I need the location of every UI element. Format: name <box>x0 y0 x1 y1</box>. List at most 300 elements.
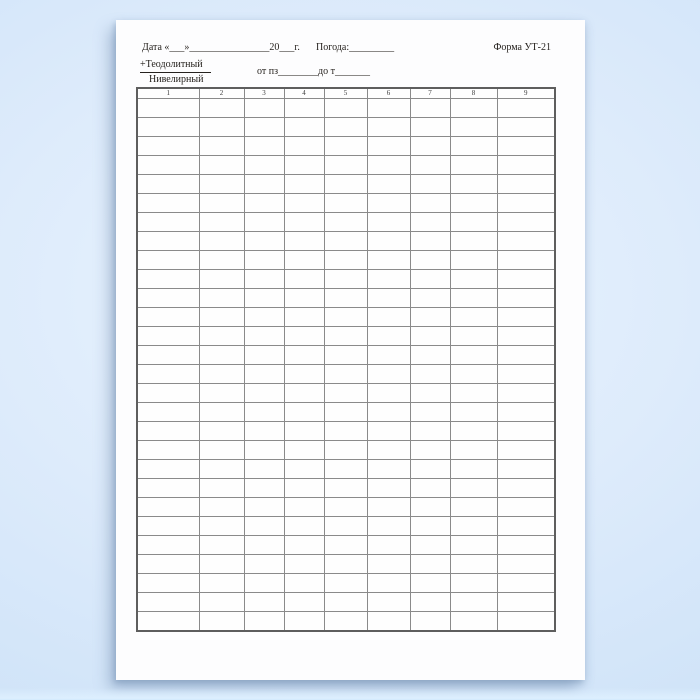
table-cell <box>410 156 450 175</box>
table-cell <box>244 384 284 403</box>
table-cell <box>367 384 410 403</box>
table-cell <box>324 175 367 194</box>
table-cell <box>324 574 367 593</box>
table-cell <box>324 536 367 555</box>
table-cell <box>137 536 199 555</box>
table-row <box>137 289 555 308</box>
table-cell <box>367 289 410 308</box>
table-cell <box>324 517 367 536</box>
table-cell <box>284 327 324 346</box>
table-cell <box>284 194 324 213</box>
table-cell <box>324 593 367 612</box>
table-cell <box>410 460 450 479</box>
table-cell <box>410 289 450 308</box>
table-row <box>137 403 555 422</box>
table-row <box>137 156 555 175</box>
table-cell <box>244 251 284 270</box>
table-cell <box>497 346 555 365</box>
table-cell <box>244 99 284 118</box>
table-cell <box>497 498 555 517</box>
table-cell <box>137 289 199 308</box>
table-cell <box>137 118 199 137</box>
table-cell <box>450 232 497 251</box>
table-cell <box>199 536 244 555</box>
table-cell <box>497 460 555 479</box>
table-cell <box>199 327 244 346</box>
traverse-range-blank-line: от пз________до т_______ <box>257 66 370 77</box>
table-cell <box>137 441 199 460</box>
table-cell <box>244 308 284 327</box>
table-cell <box>324 251 367 270</box>
table-cell <box>199 213 244 232</box>
table-cell <box>410 555 450 574</box>
table-cell <box>367 460 410 479</box>
table-cell <box>367 251 410 270</box>
table-cell <box>410 612 450 631</box>
form-code-label: Форма УТ-21 <box>493 42 551 53</box>
table-cell <box>367 536 410 555</box>
table-cell <box>137 327 199 346</box>
journal-type-level-label: Нивелирный <box>149 74 204 85</box>
table-cell <box>497 479 555 498</box>
table-cell <box>410 479 450 498</box>
column-header: 9 <box>497 88 555 99</box>
table-cell <box>284 270 324 289</box>
table-cell <box>284 308 324 327</box>
table-cell <box>450 213 497 232</box>
table-cell <box>497 441 555 460</box>
table-cell <box>497 422 555 441</box>
table-cell <box>367 441 410 460</box>
table-cell <box>284 213 324 232</box>
table-cell <box>497 365 555 384</box>
table-cell <box>137 346 199 365</box>
table-cell <box>284 137 324 156</box>
table-row <box>137 175 555 194</box>
table-cell <box>199 555 244 574</box>
column-header: 7 <box>410 88 450 99</box>
table-cell <box>410 498 450 517</box>
table-cell <box>324 403 367 422</box>
table-cell <box>284 536 324 555</box>
table-cell <box>324 194 367 213</box>
journal-type-theodolite-label: +Теодолитный <box>140 59 211 73</box>
table-cell <box>497 536 555 555</box>
table-cell <box>137 232 199 251</box>
table-cell <box>244 479 284 498</box>
table-cell <box>450 156 497 175</box>
table-cell <box>324 365 367 384</box>
table-cell <box>284 479 324 498</box>
table-cell <box>410 251 450 270</box>
table-cell <box>199 365 244 384</box>
table-cell <box>324 232 367 251</box>
table-cell <box>450 270 497 289</box>
table-cell <box>450 593 497 612</box>
table-cell <box>284 156 324 175</box>
table-cell <box>324 555 367 574</box>
table-cell <box>450 99 497 118</box>
table-row <box>137 536 555 555</box>
table-cell <box>244 137 284 156</box>
table-row <box>137 327 555 346</box>
table-row <box>137 441 555 460</box>
table-cell <box>244 175 284 194</box>
column-header: 5 <box>324 88 367 99</box>
table-cell <box>324 479 367 498</box>
table-cell <box>284 403 324 422</box>
table-cell <box>199 441 244 460</box>
table-cell <box>367 498 410 517</box>
table-cell <box>497 574 555 593</box>
table-cell <box>324 498 367 517</box>
table-cell <box>199 384 244 403</box>
table-cell <box>137 479 199 498</box>
form-sheet <box>116 20 585 680</box>
table-cell <box>199 270 244 289</box>
table-cell <box>284 346 324 365</box>
table-cell <box>244 460 284 479</box>
table-cell <box>199 346 244 365</box>
table-cell <box>497 593 555 612</box>
table-cell <box>199 498 244 517</box>
table-row <box>137 346 555 365</box>
table-cell <box>497 99 555 118</box>
table-cell <box>367 479 410 498</box>
table-cell <box>284 612 324 631</box>
table-cell <box>497 213 555 232</box>
table-cell <box>410 346 450 365</box>
table-row <box>137 232 555 251</box>
table-cell <box>450 308 497 327</box>
table-cell <box>324 99 367 118</box>
table-cell <box>324 346 367 365</box>
table-cell <box>497 289 555 308</box>
table-cell <box>367 593 410 612</box>
table-cell <box>410 365 450 384</box>
table-row <box>137 118 555 137</box>
table-cell <box>497 118 555 137</box>
table-cell <box>244 289 284 308</box>
table-cell <box>367 137 410 156</box>
table-cell <box>324 118 367 137</box>
table-cell <box>450 327 497 346</box>
table-cell <box>324 308 367 327</box>
table-cell <box>367 270 410 289</box>
table-cell <box>137 194 199 213</box>
table-cell <box>367 422 410 441</box>
table-cell <box>450 536 497 555</box>
table-cell <box>450 441 497 460</box>
table-cell <box>324 384 367 403</box>
table-cell <box>244 346 284 365</box>
table-row <box>137 251 555 270</box>
table-cell <box>284 460 324 479</box>
table-cell <box>497 308 555 327</box>
table-cell <box>367 118 410 137</box>
table-row <box>137 498 555 517</box>
table-cell <box>244 327 284 346</box>
table-cell <box>410 403 450 422</box>
table-cell <box>410 118 450 137</box>
table-cell <box>284 232 324 251</box>
table-cell <box>244 403 284 422</box>
table-cell <box>199 118 244 137</box>
table-cell <box>450 479 497 498</box>
table-cell <box>497 403 555 422</box>
table-row <box>137 555 555 574</box>
table-cell <box>284 384 324 403</box>
table-cell <box>324 441 367 460</box>
table-cell <box>199 422 244 441</box>
table-cell <box>137 384 199 403</box>
table-cell <box>450 460 497 479</box>
table-row <box>137 384 555 403</box>
table-cell <box>137 555 199 574</box>
table-row <box>137 194 555 213</box>
table-cell <box>284 289 324 308</box>
table-cell <box>199 251 244 270</box>
table-cell <box>497 251 555 270</box>
table-cell <box>367 232 410 251</box>
table-cell <box>284 498 324 517</box>
table-cell <box>137 308 199 327</box>
table-cell <box>450 365 497 384</box>
table-cell <box>284 517 324 536</box>
table-cell <box>324 213 367 232</box>
table-cell <box>410 422 450 441</box>
table-cell <box>137 574 199 593</box>
table-cell <box>450 137 497 156</box>
table-cell <box>324 422 367 441</box>
table-cell <box>244 517 284 536</box>
table-row <box>137 460 555 479</box>
table-cell <box>410 441 450 460</box>
table-cell <box>137 517 199 536</box>
table-cell <box>410 194 450 213</box>
table-cell <box>324 137 367 156</box>
table-row <box>137 365 555 384</box>
table-cell <box>324 327 367 346</box>
table-cell <box>450 403 497 422</box>
table-cell <box>244 612 284 631</box>
table-cell <box>324 612 367 631</box>
table-cell <box>137 156 199 175</box>
table-cell <box>137 422 199 441</box>
table-cell <box>450 384 497 403</box>
table-cell <box>367 175 410 194</box>
table-cell <box>497 232 555 251</box>
table-cell <box>367 346 410 365</box>
table-cell <box>497 555 555 574</box>
table-cell <box>450 517 497 536</box>
table-cell <box>367 194 410 213</box>
table-cell <box>284 555 324 574</box>
table-cell <box>137 612 199 631</box>
table-cell <box>199 612 244 631</box>
table-cell <box>410 593 450 612</box>
table-cell <box>244 232 284 251</box>
table-cell <box>367 213 410 232</box>
weather-blank-line: Погода:_________ <box>316 42 395 53</box>
table-cell <box>324 460 367 479</box>
table-cell <box>410 327 450 346</box>
table-row <box>137 99 555 118</box>
table-cell <box>137 99 199 118</box>
table-cell <box>284 593 324 612</box>
table-cell <box>199 308 244 327</box>
table-cell <box>199 175 244 194</box>
table-cell <box>244 194 284 213</box>
table-cell <box>410 137 450 156</box>
table-cell <box>497 156 555 175</box>
table-cell <box>410 574 450 593</box>
table-cell <box>450 175 497 194</box>
table-cell <box>367 156 410 175</box>
table-cell <box>137 270 199 289</box>
table-cell <box>199 99 244 118</box>
table-cell <box>284 422 324 441</box>
table-row <box>137 593 555 612</box>
table-cell <box>497 612 555 631</box>
table-cell <box>199 194 244 213</box>
table-cell <box>450 422 497 441</box>
table-row <box>137 137 555 156</box>
table-cell <box>497 517 555 536</box>
table-cell <box>244 365 284 384</box>
table-cell <box>199 137 244 156</box>
table-cell <box>199 403 244 422</box>
table-cell <box>244 536 284 555</box>
column-header: 4 <box>284 88 324 99</box>
table-cell <box>137 175 199 194</box>
table-cell <box>199 460 244 479</box>
table-cell <box>367 403 410 422</box>
table-cell <box>137 498 199 517</box>
table-cell <box>199 479 244 498</box>
table-cell <box>137 460 199 479</box>
table-row <box>137 422 555 441</box>
table-cell <box>244 574 284 593</box>
table-cell <box>284 365 324 384</box>
table-cell <box>450 612 497 631</box>
table-cell <box>497 384 555 403</box>
table-cell <box>284 99 324 118</box>
table-cell <box>244 441 284 460</box>
table-cell <box>450 574 497 593</box>
table-cell <box>284 118 324 137</box>
table-cell <box>497 137 555 156</box>
table-cell <box>450 251 497 270</box>
table-cell <box>497 327 555 346</box>
table-cell <box>410 213 450 232</box>
table-cell <box>497 194 555 213</box>
table-cell <box>284 251 324 270</box>
table-cell <box>199 156 244 175</box>
table-cell <box>450 118 497 137</box>
table-cell <box>410 384 450 403</box>
table-cell <box>367 555 410 574</box>
table-row <box>137 517 555 536</box>
survey-grid-table <box>136 87 556 632</box>
table-cell <box>199 593 244 612</box>
table-cell <box>410 270 450 289</box>
column-header: 3 <box>244 88 284 99</box>
table-cell <box>367 612 410 631</box>
table-row <box>137 574 555 593</box>
table-cell <box>199 517 244 536</box>
table-cell <box>244 118 284 137</box>
table-cell <box>367 517 410 536</box>
table-cell <box>497 270 555 289</box>
table-cell <box>244 213 284 232</box>
table-cell <box>367 327 410 346</box>
journal-type-fraction <box>140 59 211 86</box>
column-header: 1 <box>137 88 199 99</box>
table-cell <box>137 213 199 232</box>
table-cell <box>324 289 367 308</box>
table-cell <box>137 403 199 422</box>
table-cell <box>367 574 410 593</box>
table-cell <box>324 270 367 289</box>
table-cell <box>137 137 199 156</box>
table-cell <box>367 365 410 384</box>
table-cell <box>450 346 497 365</box>
table-cell <box>410 536 450 555</box>
table-cell <box>199 289 244 308</box>
table-cell <box>284 574 324 593</box>
table-cell <box>284 441 324 460</box>
table-cell <box>410 308 450 327</box>
table-row <box>137 612 555 631</box>
table-cell <box>410 517 450 536</box>
column-header-row <box>137 88 555 99</box>
table-cell <box>137 365 199 384</box>
table-cell <box>244 270 284 289</box>
table-cell <box>199 574 244 593</box>
table-cell <box>450 194 497 213</box>
table-cell <box>410 232 450 251</box>
table-cell <box>410 99 450 118</box>
table-row <box>137 479 555 498</box>
table-cell <box>284 175 324 194</box>
date-blank-line: Дата «___»________________20___г. <box>142 42 300 53</box>
table-cell <box>324 156 367 175</box>
table-cell <box>367 99 410 118</box>
table-cell <box>367 308 410 327</box>
table-cell <box>244 498 284 517</box>
table-row <box>137 270 555 289</box>
table-cell <box>450 555 497 574</box>
table-cell <box>497 175 555 194</box>
table-cell <box>450 498 497 517</box>
table-cell <box>137 251 199 270</box>
table-cell <box>244 593 284 612</box>
table-cell <box>450 289 497 308</box>
table-cell <box>137 593 199 612</box>
table-cell <box>410 175 450 194</box>
table-row <box>137 308 555 327</box>
table-cell <box>244 156 284 175</box>
column-header: 8 <box>450 88 497 99</box>
column-header: 6 <box>367 88 410 99</box>
table-cell <box>199 232 244 251</box>
column-header: 2 <box>199 88 244 99</box>
table-cell <box>244 422 284 441</box>
bottom-glow-strip <box>0 688 700 700</box>
table-cell <box>244 555 284 574</box>
table-row <box>137 213 555 232</box>
